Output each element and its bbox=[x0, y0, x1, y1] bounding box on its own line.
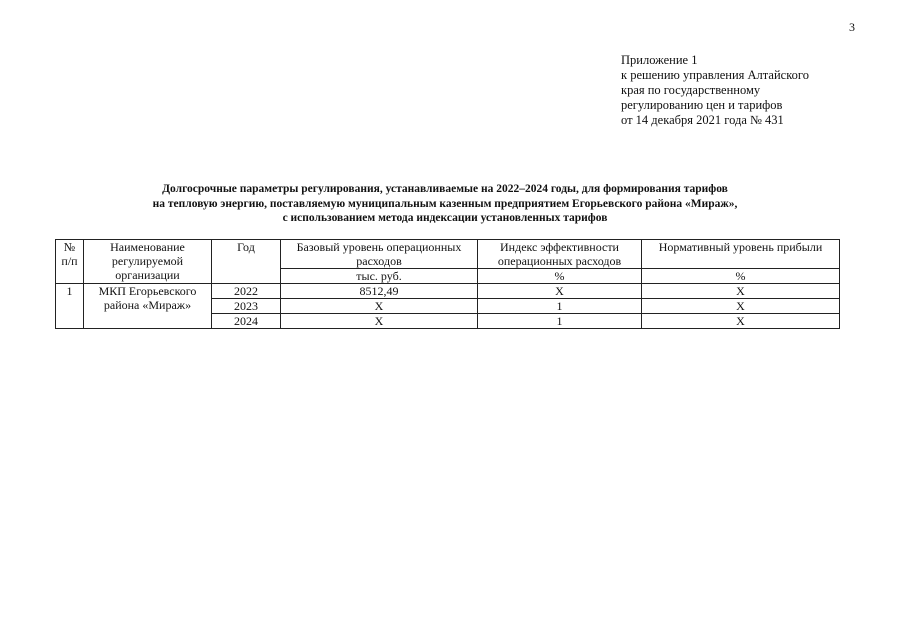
header-num: № п/п bbox=[56, 240, 84, 284]
cell-index: 1 bbox=[478, 314, 642, 329]
cell-index: Х bbox=[478, 284, 642, 299]
header-profit: Нормативный уровень прибыли bbox=[642, 240, 840, 269]
unit-profit: % bbox=[642, 269, 840, 284]
title-line: на тепловую энергию, поставляемую муниципальным казенным предприятием Егорьевского района «Мираж», bbox=[152, 197, 738, 210]
table-row bbox=[56, 284, 840, 299]
appendix-line: регулированию цен и тарифов bbox=[621, 98, 783, 112]
unit-index: % bbox=[478, 269, 642, 284]
page-number: 3 bbox=[849, 20, 855, 34]
appendix-line: к решению управления Алтайского bbox=[621, 68, 809, 82]
cell-base: Х bbox=[281, 299, 478, 314]
cell-profit: Х bbox=[642, 314, 840, 329]
parameters-table bbox=[55, 239, 840, 329]
table-header-row bbox=[56, 240, 840, 269]
row-number: 1 bbox=[56, 284, 84, 329]
unit-base: тыс. руб. bbox=[281, 269, 478, 284]
appendix-line: от 14 декабря 2021 года № 431 bbox=[621, 113, 784, 127]
header-index: Индекс эффективности операционных расходов bbox=[478, 240, 642, 269]
org-name: МКП Егорьевского района «Мираж» bbox=[84, 284, 212, 329]
cell-base: 8512,49 bbox=[281, 284, 478, 299]
title-line: Долгосрочные параметры регулирования, устанавливаемые на 2022–2024 годы, для формирования тарифов bbox=[162, 183, 728, 195]
title-line: с использованием метода индексации установленных тарифов bbox=[282, 212, 608, 224]
header-year: Год bbox=[212, 240, 281, 284]
appendix-block bbox=[621, 53, 809, 128]
header-org: Наименование регулируемой организации bbox=[84, 240, 212, 284]
cell-profit: Х bbox=[642, 299, 840, 314]
appendix-line: Приложение 1 bbox=[621, 53, 698, 67]
cell-year: 2024 bbox=[212, 314, 281, 329]
cell-base: Х bbox=[281, 314, 478, 329]
cell-year: 2023 bbox=[212, 299, 281, 314]
cell-profit: Х bbox=[642, 284, 840, 299]
cell-year: 2022 bbox=[212, 284, 281, 299]
appendix-line: края по государственному bbox=[621, 83, 761, 97]
cell-index: 1 bbox=[478, 299, 642, 314]
header-base: Базовый уровень операционных расходов bbox=[281, 240, 478, 269]
document-title bbox=[60, 182, 830, 226]
